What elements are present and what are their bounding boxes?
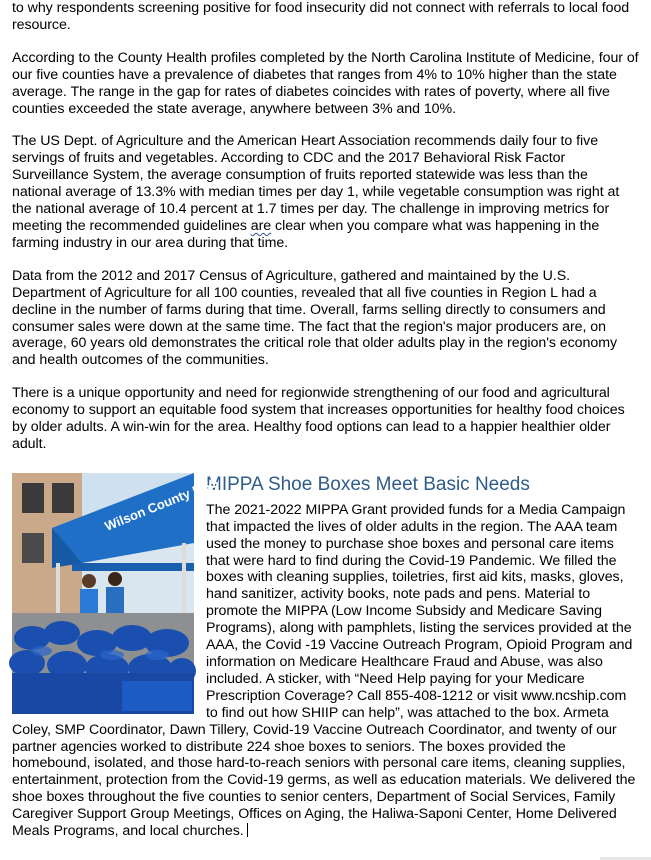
paragraph-opportunity: There is a unique opportunity and need for regionwide strengthening of our food and agricultural economy to support an equitable food system that increases opportunities for healthy food choices by older adults. A win-win for the area. Healthy food options can lead to a happier healthier older adult. bbox=[12, 385, 625, 452]
photo-shoe-box-distribution bbox=[12, 473, 221, 714]
mippa-body-text: The 2021-2022 MIPPA Grant provided funds for a Media Campaign that impacted the lives of older adults in the region. The AAA team used the money to purchase shoe boxes and personal care items that were hard to find during the Covid-19 Pandemic. We filled the boxes with cleaning supplies, toiletries, first aid kits, masks, gloves, hand sanitizer, activity books, note pads and pens. Material to promote the MIPPA (Low Income Subsidy and Medicare Saving Programs), along with pamphlets, listing the services provided at the AAA, the Covid -19 Vaccine Outreach Program, Opioid Program and information on Medicare Healthcare Fraud and Abuse, was also included. A sticker, with “Need Help paying for your Medicare Prescription Coverage? Call 855-408-1212 or visit www.ncship.com to find out how SHIIP can help”, was attached to the box. Armeta Coley, SMP Coordinator, Dawn Tillery, Covid-19 Vaccine Outreach Coordinator, and twenty of our partner agencies worked to distribute 224 shoe boxes to seniors. The boxes provided the homebound, isolated, and those hard-to-reach seniors with personal care items, cleaning supplies, entertainment, protection from the Covid-19 germs, as well as education materials. We delivered the shoe boxes throughout the five counties to senior centers, Department of Social Services, Family Caregiver Support Group Meetings, Offices on Aging, the Haliwa-Saponi Center, Home Delivered Meals Programs, and local churches. bbox=[12, 501, 636, 840]
mippa-section-heading: MIPPA Shoe Boxes Meet Basic Needs bbox=[206, 473, 530, 495]
paragraph-census-agriculture: Data from the 2012 and 2017 Census of Agriculture, gathered and maintained by the U.S. Department of Agriculture for all 100 counties, revealed that all five counties in Region L had a decline in the number of farms during that time. Overall, farms selling directly to consumers and consumer sales were down at the same time. The fact that the region's major producers are, on average, 60 years old demonstrates the critical role that older adults play in the region's economy and health outcomes of the communities. bbox=[12, 267, 618, 369]
tent-sign-text: Wilson County DSS bbox=[102, 474, 221, 534]
paragraph-food-resource: to why respondents screening positive for food insecurity did not connect with referrals to local food resource. bbox=[12, 0, 630, 33]
text-cursor bbox=[247, 823, 248, 837]
paragraph-diabetes: According to the County Health profiles completed by the North Carolina Institute of Medicine, four of our five counties have a prevalence of diabetes that ranges from 4% to 10% higher than the state average. The range in the gap for rates of diabetes coincides with rates of poverty, where all five counties exceeded the state average, anywhere between 3% and 10%. bbox=[12, 49, 639, 117]
text-run: clear when you compare what was happening in the farming industry in our area during that time. bbox=[12, 217, 600, 251]
text-run: The US Dept. of Agriculture and the American Heart Association recommends daily four to five servings of fruits and vegetables. According to CDC and the 2017 Behavioral Risk Factor Surveillance System, the average consumption of fruits reported statewide was less than the national average of 13.3% with median times per day 1, while vegetable consumption was right at the national average of 10.4 percent at 1.7 times per day. The challenge in improving metrics for meeting the recommended guidelines bbox=[12, 133, 620, 234]
grammar-flagged-word[interactable]: are bbox=[250, 217, 272, 234]
document-page bbox=[12, 0, 640, 840]
paragraph-fruits-vegetables bbox=[12, 133, 640, 251]
